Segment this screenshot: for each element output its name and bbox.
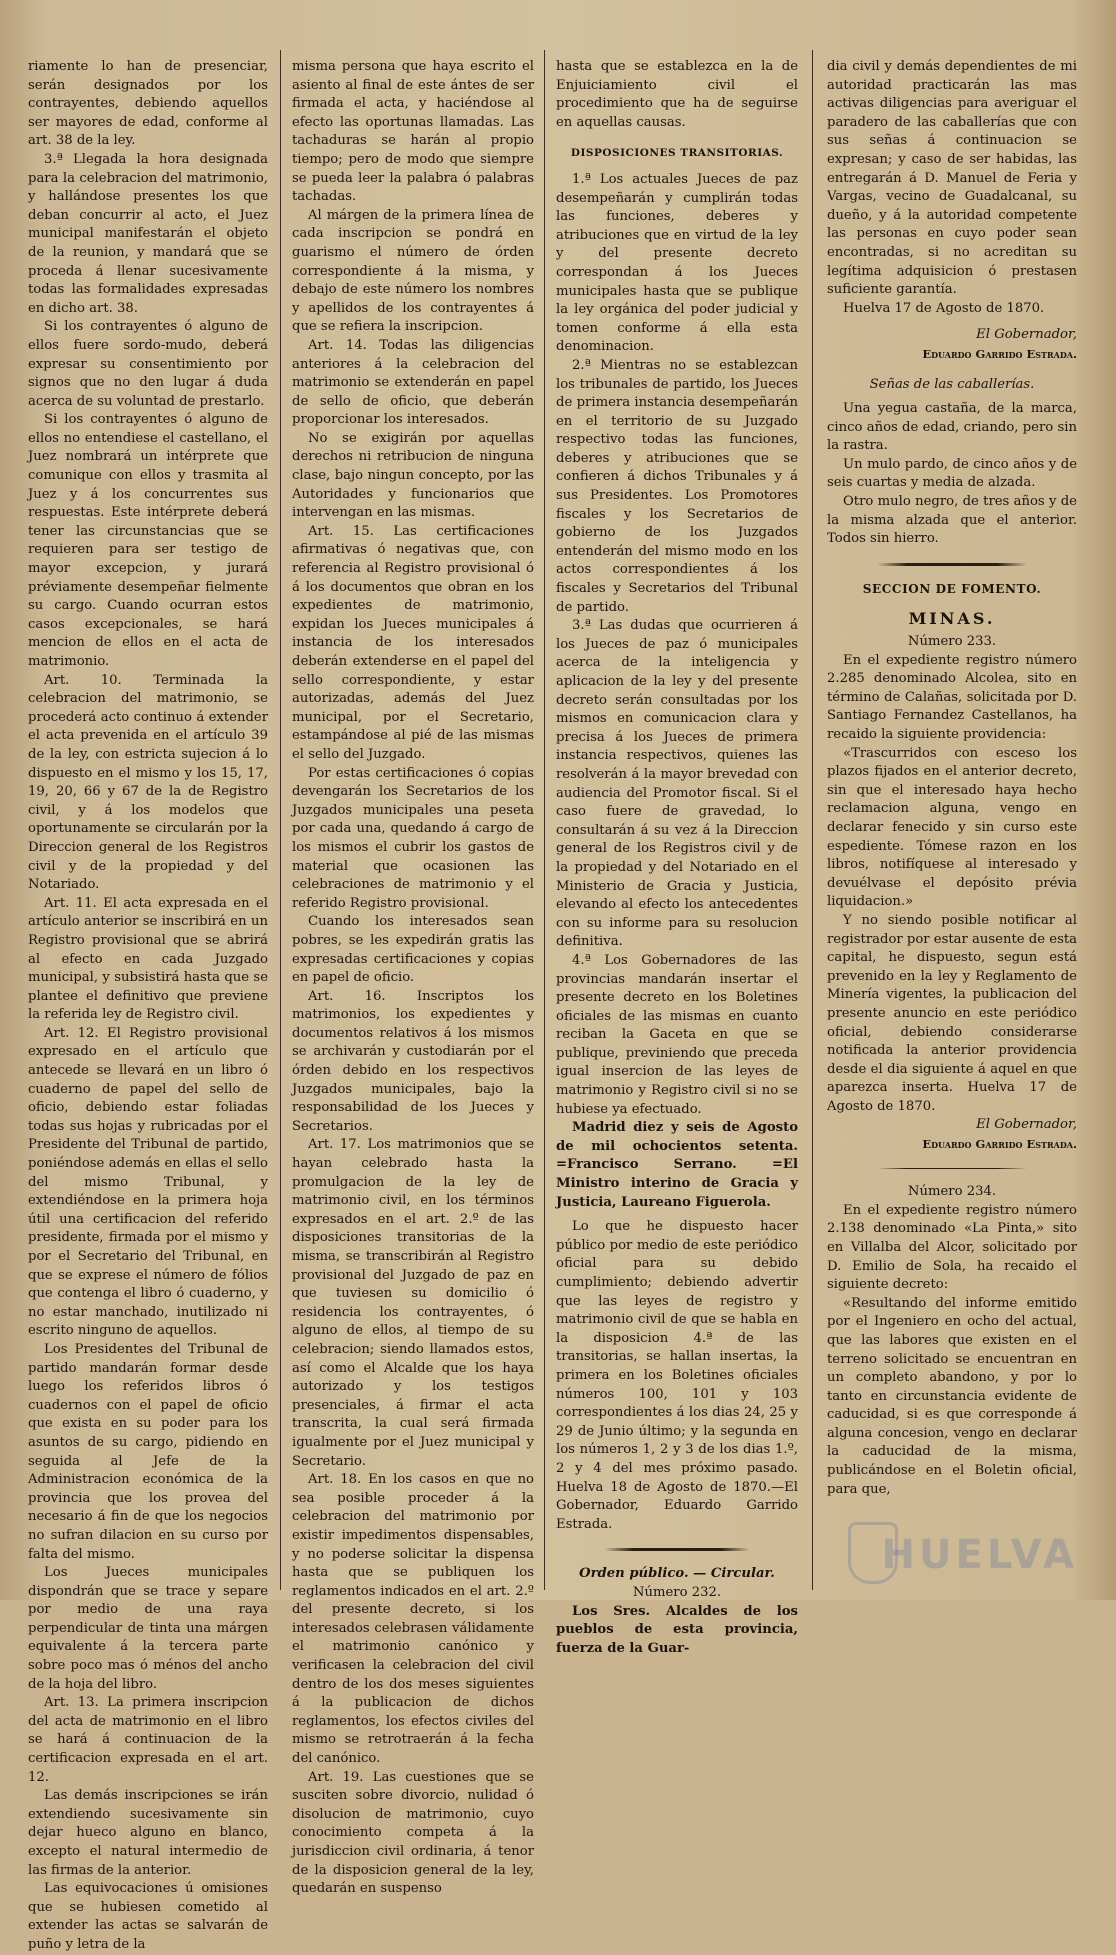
notice-number: Número 234. — [907, 1184, 997, 1200]
column-1 — [28, 58, 268, 1952]
paragraph: Art. 14. Todas las diligencias anteriores á la celebracion del matrimonio se extenderán en papel de sello de oficio, que deberán proporcionar los interesados. — [292, 337, 534, 428]
paragraph: Art. 11. El acta expresada en el artículo anterior se inscribirá en un Registro provisional que se abrirá al efecto en cada Juzgado municipal, y subsistirá hasta que se plantee el definitivo que previene la referida ley de Registro civil. — [28, 895, 268, 1023]
signature-name: Eduardo Garrido Estrada. — [922, 346, 1077, 361]
paragraph: Cuando los interesados sean pobres, se les expedirán gratis las expresadas certificaciones y copias en papel de oficio. — [292, 914, 534, 986]
watermark: HUELVA — [881, 1532, 1078, 1578]
notice-number: Número 232. — [632, 1584, 722, 1600]
column-rule — [812, 50, 813, 1590]
subheading: Señas de las caballerías. — [869, 376, 1035, 392]
column-2 — [292, 58, 534, 1897]
paragraph: 4.ª Los Gobernadores de las provincias mandarán insertar el presente decreto en los Boletines oficiales de las mismas en cuanto reciban la Gaceta en que se publique, previniendo que preceda igual insercion de las leyes de matrimonio y Registro civil si no se hubiese ya efectuado. — [556, 952, 798, 1117]
paragraph: hasta que se establezca en la de Enjuiciamiento civil el procedimiento que ha de seguirse en aquellas causas. — [556, 59, 798, 130]
signature-title: El Gobernador, — [976, 327, 1077, 343]
dateline: Huelva 17 de Agosto de 1870. — [843, 300, 1045, 316]
column-3 — [556, 58, 798, 1656]
paragraph: Otro mulo negro, de tres años y de la misma alzada que el anterior. Todos sin hierro. — [827, 494, 1077, 547]
column-rule — [280, 50, 281, 1590]
section-title: MINAS. — [908, 609, 996, 629]
divider — [877, 563, 1027, 566]
paragraph: 2.ª Mientras no se establezcan los tribunales de partido, los Jueces de primera instancia desempeñarán en el territorio de su Juzgado respectivo todas las funciones, deberes y atribuciones que se confieren á dichos Tribunales y á sus Presidentes. Los Promotores fiscales y los Secretarios de gobierno de los Juzgados entenderán del mismo modo en los actos correspondientes á los fiscales y Secretarios del Tribunal de partido. — [556, 357, 798, 615]
paragraph: dia civil y demás dependientes de mi autoridad practicarán las mas activas diligencias para averiguar el paradero de las caballerías que con sus señas á continuacion se expresan; y caso de ser habidas, las entregarán á D. Manuel de Feria y Vargas, vecino de Guadalcanal, su dueño, y á la autoridad competente las personas en cuyo poder sean encontradas, si no acreditan su legítima adquisicion ó prestasen suficiente garantía. — [827, 59, 1077, 298]
paragraph: En el expediente registro número 2.285 denominado Alcolea, sito en término de Calañas, solicitada por D. Santiago Fernandez Castellanos, ha recaido la siguiente providencia: — [827, 652, 1077, 742]
paragraph: misma persona que haya escrito el asiento al final de este ántes de ser firmada el acta, y haciéndose al efecto las oportunas llamadas. Las tachaduras se harán al propio tiempo; pero de modo que siempre se pueda leer la palabra ó palabras tachadas. — [292, 59, 534, 205]
paragraph: Art. 10. Terminada la celebracion del matrimonio, se procederá acto continuo á extender el acta prevenida en el artículo 39 de la ley, con estricta sujecion á lo dispuesto en el mismo y los 15, 17, 19, 20, 66 y 67 de la de Registro civil, y á los modelos que oportunamente se circularán por la Direccion general de los Registros civil y de la propiedad y del Notariado. — [28, 672, 268, 893]
section-heading: DISPOSICIONES TRANSITORIAS. — [570, 147, 784, 160]
section-title: Orden público. — Circular. — [579, 1566, 775, 1582]
divider — [604, 1548, 749, 1551]
signature-title: El Gobernador, — [976, 1117, 1077, 1133]
paragraph: «Trascurridos con esceso los plazos fijados en el anterior decreto, sin que el interesado haya hecho reclamacion alguna, vengo en declarar fenecido y sin curso este espediente. Tómese razon en los libros, notifíquese al interesado y devuélvase el depósito prévia liquidacion.» — [827, 745, 1077, 910]
paragraph: Los Jueces municipales dispondrán que se trace y separe por medio de una raya perpendicular de tinta una márgen equivalente á la tercera parte sobre poco mas ó ménos del ancho de la hoja del libro. — [28, 1565, 268, 1692]
divider — [877, 1168, 1027, 1170]
paragraph: Y no siendo posible notificar al registrador por estar ausente de esta capital, he dispuesto, segun está prevenido en la ley y Reglamento de Minería vigentes, la publicacion del presente anuncio en este periódico oficial, debiendo considerarse notificada la anterior providencia desde el dia siguiente á aquel en que aparezca inserta. Huelva 17 de Agosto de 1870. — [827, 912, 1077, 1114]
column-rule — [544, 50, 545, 1590]
notice-number: Número 233. — [907, 634, 997, 650]
paragraph: Art. 16. Inscriptos los matrimonios, los expedientes y documentos relativos á los mismos se archivarán y custodiarán por el órden debido en los respectivos Juzgados municipales, bajo la responsabilidad de los Jueces y Secretarios. — [292, 988, 534, 1134]
paragraph: Por estas certificaciones ó copias devengarán los Secretarios de los Juzgados municipales una peseta por cada una, quedando á cargo de los mismos el cubrir los gastos de material que ocasionen las celebraciones de matrimonio y el referido Registro provisional. — [292, 765, 534, 911]
paragraph: «Resultando del informe emitido por el Ingeniero en ocho del actual, que las labores que existen en el terreno solicitado se encuentran en un completo abandono, y por lo tanto en circunstancia evidente de caducidad, si es que corresponde á alguna concesion, vengo en declarar la caducidad de la misma, publicándose en el Boletin oficial, para que, — [827, 1295, 1077, 1497]
paragraph: riamente lo han de presenciar, serán designados por los contrayentes, debiendo aquellos ser mayores de edad, conforme al art. 38 de la ley. — [28, 59, 268, 149]
paragraph: 3.ª Llegada la hora designada para la celebracion del matrimonio, y hallándose presentes los que deban concurrir al acto, el Juez municipal manifestarán el objeto de la reunion, y mandará que se proceda á llenar sucesivamente todas las formalidades expresadas en dicho art. 38. — [28, 151, 268, 316]
paragraph: Los Presidentes del Tribunal de partido mandarán formar desde luego los referidos libros ó cuadernos con el papel de oficio que exista en su poder para los asuntos de su cargo, pidiendo en seguida al Jefe de la Administracion económica de la provincia que los provea del necesario á fin de que los negocios no sufran dilacion en su curso por falta del mismo. — [28, 1341, 268, 1562]
paragraph: Art. 15. Las certificaciones afirmativas ó negativas que, con referencia al Registro provisional ó á los documentos que obran en los expedientes de matrimonio, expidan los Jueces municipales á instancia de los interesados deberán extenderse en el papel del sello correspondiente, y estar autorizadas, además del Juez municipal, por el Secretario, estampándose al pié de las mismas el sello del Juzgado. — [292, 523, 534, 762]
column-4 — [827, 58, 1077, 1588]
paragraph: Art. 13. La primera inscripcion del acta de matrimonio en el libro se hará á continuacion de la certificacion expresada en el art. 12. — [28, 1695, 268, 1785]
paragraph: Art. 17. Los matrimonios que se hayan celebrado hasta la promulgacion de la ley de matrimonio civil, en los términos expresados en el art. 2.º de las disposiciones transitorias de la misma, se transcribirán al Registro provisional del Juzgado de paz en que tuviesen su domicilio ó residencia los contrayentes, ó alguno de ellos, al tiempo de su celebracion; siendo llamados estos, así como el Alcalde que los haya autorizado y los testigos presenciales, á firmar el acta transcrita, la cual será firmada igualmente por el Juez municipal y Secretario. — [292, 1137, 534, 1469]
section-heading: SECCION DE FOMENTO. — [862, 581, 1042, 596]
paragraph: No se exigirán por aquellas derechos ni retribucion de ninguna clase, bajo ningun concepto, por las Autoridades y funcionarios que intervengan en las mismas. — [292, 430, 534, 521]
signature-name: Eduardo Garrido Estrada. — [922, 1137, 1077, 1152]
paragraph: Los Sres. Alcaldes de los pueblos de esta provincia, fuerza de la Guar- — [556, 1603, 798, 1656]
paragraph: Las demás inscripciones se irán extendiendo sucesivamente sin dejar hueco alguno en blanco, excepto el natural intermedio de las firmas de la anterior. — [28, 1788, 268, 1878]
paragraph: Una yegua castaña, de la marca, cinco años de edad, criando, pero sin la rastra. — [827, 401, 1077, 454]
paragraph: Un mulo pardo, de cinco años y de seis cuartas y media de alzada. — [827, 456, 1077, 491]
decree-signature: Madrid diez y seis de Agosto de mil ochocientos setenta. =Francisco Serrano. =El Ministro interino de Gracia y Justicia, Laureano Figuerola. — [556, 1120, 798, 1210]
paragraph: 1.ª Los actuales Jueces de paz desempeñarán y cumplirán todas las funciones, deberes y atribuciones que en virtud de la ley y del presente decreto correspondan á los Jueces municipales hasta que se publique la ley orgánica del poder judicial y tomen conforme á ella esta denominacion. — [556, 171, 798, 355]
paragraph: Art. 19. Las cuestiones que se susciten sobre divorcio, nulidad ó disolucion de matrimonio, cuyo conocimiento competa á la jurisdiccion civil ordinaria, á tenor de la disposicion general de la ley, quedarán en suspenso — [292, 1769, 534, 1897]
paragraph: Art. 12. El Registro provisional expresado en el artículo que antecede se llevará en un libro ó cuaderno de papel del sello de oficio, debiendo estar foliadas todas sus hojas y rubricadas por el Presidente del Tribunal de partido, poniéndose además en ellas el sello del mismo Tribunal, y extendiéndose en la primera hoja útil una certificacion del referido presidente, firmada por el mismo y por el Secretario del Tribunal, en que se exprese el número de fólios que contenga el libro ó cuaderno, y no estar manchado, inutilizado ni escrito ninguno de aquellos. — [28, 1025, 268, 1339]
paragraph: Si los contrayentes ó alguno de ellos fuere sordo-mudo, deberá expresar su consentimiento por signos que no den lugar á duda acerca de su voluntad de prestarlo. — [28, 319, 268, 409]
paragraph: Las equivocaciones ú omisiones que se hubiesen cometido al extender las actas se salvarán de puño y letra de la — [28, 1881, 268, 1952]
paragraph: Si los contrayentes ó alguno de ellos no entendiese el castellano, el Juez nombrará un intérprete que comunique con ellos y trasmita al Juez y á los concurrentes sus respuestas. Este intérprete deberá tener las circunstancias que se requieren para ser testigo de mayor excepcion, y jurará préviamente desempeñar fielmente su cargo. Cuando ocurran estos casos excepcionales, se hará mencion de ellos en el acta de matrimonio. — [28, 412, 268, 669]
paragraph: 3.ª Las dudas que ocurrieren á los Jueces de paz ó municipales acerca de la inteligencia y aplicacion de la ley y del presente decreto serán consultadas por los mismos en comunicacion clara y precisa á los Jueces de primera instancia respectivos, quienes las resolverán á la mayor brevedad con audiencia del Promotor fiscal. Si el caso fuere de gravedad, lo consultarán á su vez á la Direccion general de los Registros civil y de la propiedad y del Notariado en el Ministerio de Gracia y Justicia, elevando al efecto los antecedentes con su informe para su resolucion definitiva. — [556, 618, 798, 950]
paragraph: Lo que he dispuesto hacer público por medio de este periódico oficial para su debido cumplimiento; debiendo advertir que las leyes de registro y matrimonio civil de que se habla en la disposicion 4.ª de las transitorias, se hallan insertas, la primera en los Boletines oficiales números 100, 101 y 103 correspondientes á los dias 24, 25 y 29 de Junio último; y la segunda en los números 1, 2 y 3 de los dias 1.º, 2 y 4 del mes próximo pasado. Huelva 18 de Agosto de 1870.—El Gobernador, Eduardo Garrido Estrada. — [556, 1219, 798, 1532]
paragraph: Al márgen de la primera línea de cada inscripcion se pondrá en guarismo el número de órden correspondiente á la misma, y debajo de este número los nombres y apellidos de los contrayentes á que se refiera la inscripcion. — [292, 207, 534, 335]
paragraph: En el expediente registro número 2.138 denominado «La Pinta,» sito en Villalba del Alcor, solicitado por D. Emilio de Sola, ha recaido el siguiente decreto: — [827, 1202, 1077, 1293]
paragraph: Art. 18. En los casos en que no sea posible proceder á la celebracion del matrimonio por existir impedimentos dispensables, y no poderse solicitar la dispensa hasta que se publiquen los reglamentos indicados en el art. 2.º del presente decreto, si los interesados celebrasen válidamente el matrimonio canónico y verificasen la celebracion del civil dentro de los dos meses siguientes á la publicacion de dichos reglamentos, los efectos civiles del mismo se retrotraerán á la fecha del canónico. — [292, 1472, 534, 1767]
